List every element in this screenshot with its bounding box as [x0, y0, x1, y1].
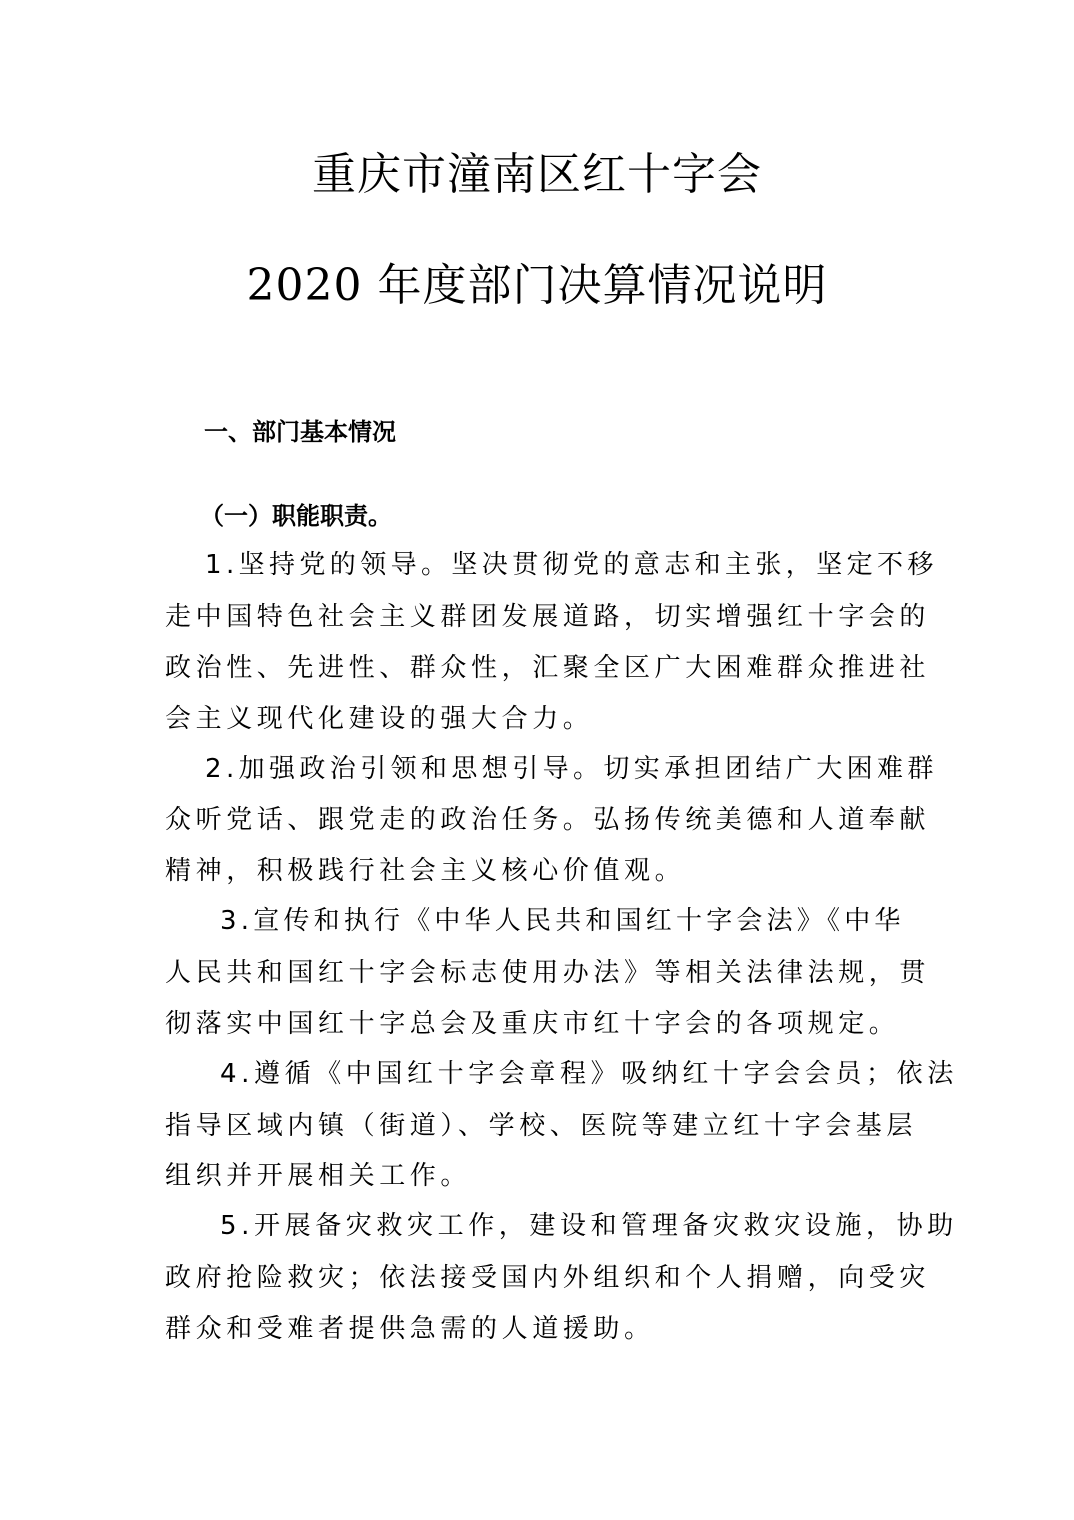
paragraph-5-line-1: 5.开展备灾救灾工作，建设和管理备灾救灾设施，协助	[220, 1211, 958, 1241]
paragraph-1-line-4: 会主义现代化建设的强大合力。	[165, 704, 594, 734]
paragraph-5-line-3: 群众和受难者提供急需的人道援助。	[165, 1314, 655, 1344]
document-title-line-2: 2020 年度部门决算情况说明	[246, 260, 828, 311]
section-heading: 一、部门基本情况	[204, 418, 396, 446]
paragraph-3-line-1: 3.宣传和执行《中华人民共和国红十字会法》《中华	[220, 906, 905, 936]
paragraph-3-line-3: 彻落实中国红十字总会及重庆市红十字会的各项规定。	[165, 1009, 900, 1039]
paragraph-5-line-2: 政府抢险救灾；依法接受国内外组织和个人捐赠，向受灾	[165, 1263, 931, 1293]
paragraph-2-line-2: 众听党话、跟党走的政治任务。弘扬传统美德和人道奉献	[165, 805, 931, 835]
paragraph-1-line-1: 1.坚持党的领导。坚决贯彻党的意志和主张，坚定不移	[205, 550, 938, 580]
paragraph-1-line-2: 走中国特色社会主义群团发展道路，切实增强红十字会的	[165, 602, 931, 632]
paragraph-4-line-1: 4.遵循《中国红十字会章程》吸纳红十字会会员；依法	[220, 1059, 958, 1089]
paragraph-2-line-1: 2.加强政治引领和思想引导。切实承担团结广大困难群	[205, 754, 938, 784]
paragraph-4-line-3: 组织并开展相关工作。	[165, 1161, 472, 1191]
subsection-heading: （一）职能职责。	[200, 502, 392, 530]
document-title-line-1: 重庆市潼南区红十字会	[312, 149, 762, 200]
paragraph-2-line-3: 精神，积极践行社会主义核心价值观。	[165, 856, 686, 886]
paragraph-1-line-3: 政治性、先进性、群众性，汇聚全区广大困难群众推进社	[165, 653, 931, 683]
paragraph-3-line-2: 人民共和国红十字会标志使用办法》等相关法律法规，贯	[165, 958, 931, 988]
paragraph-4-line-2: 指导区域内镇（街道）、学校、医院等建立红十字会基层	[165, 1111, 918, 1141]
